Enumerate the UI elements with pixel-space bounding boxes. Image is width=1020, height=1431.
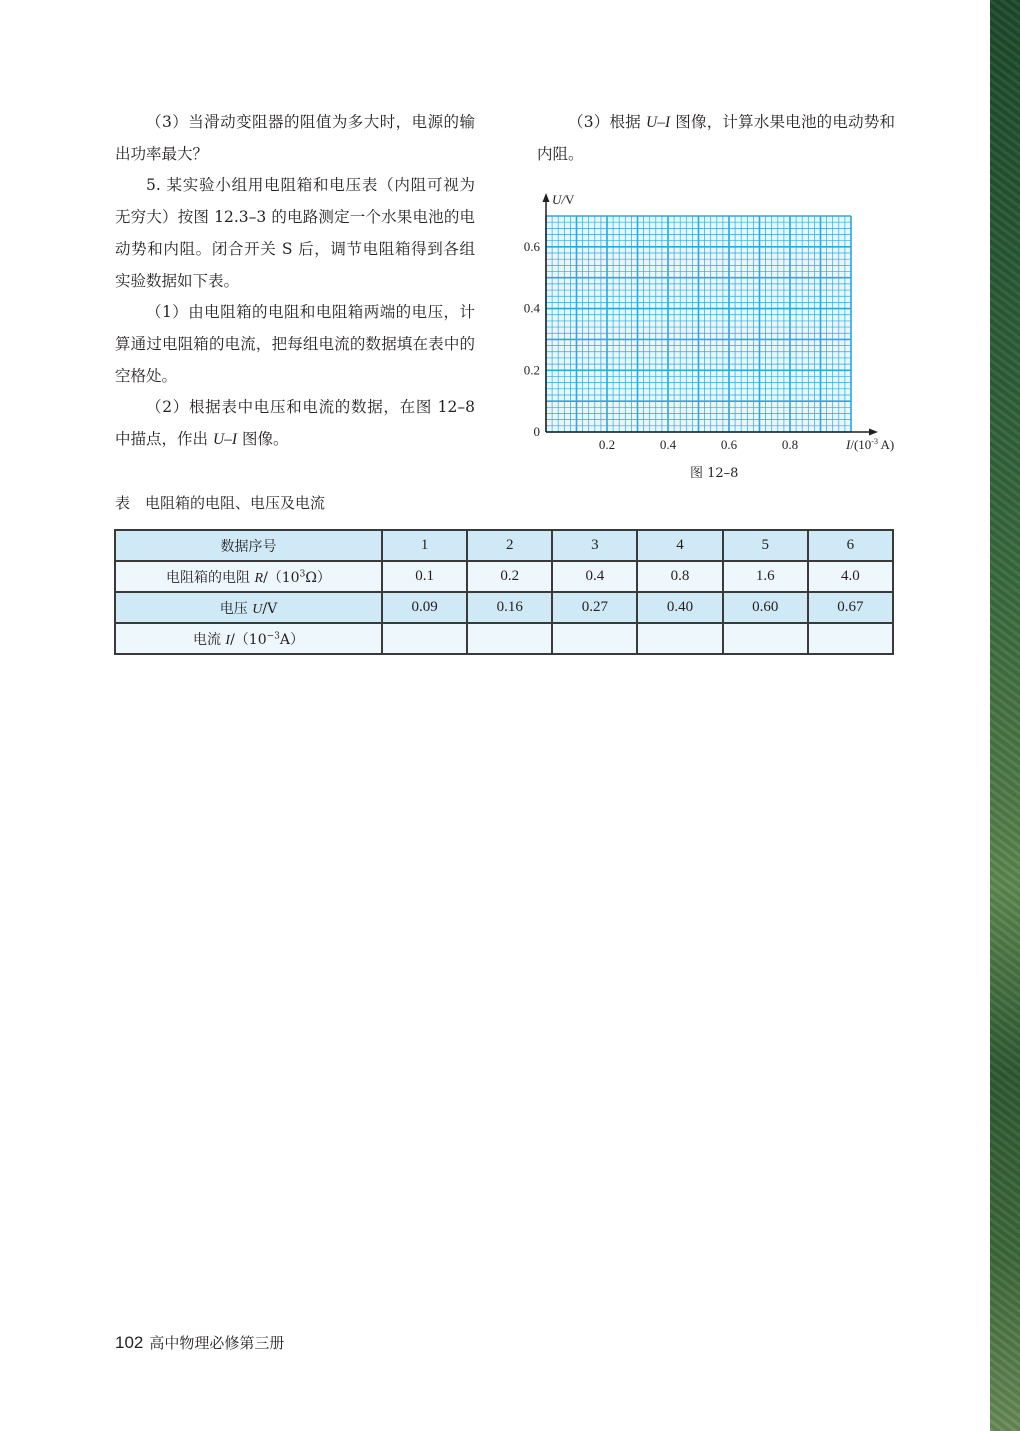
question-5-1-text: （1）由电阻箱的电阻和电阻箱两端的电压，计算通过电阻箱的电流，把每组电流的数据填在表中的空格处。 (115, 303, 475, 385)
question-5-text: 5. 某实验小组用电阻箱和电压表（内阻可视为无穷大）按图 12.3–3 的电路测定一个水果电池的电动势和内阻。闭合开关 S 后，调节电阻箱得到各组实验数据如下表。 (115, 176, 475, 290)
question-3-text: （3）当滑动变阻器的阻值为多大时，电源的输出功率最大？ (115, 113, 475, 163)
row-label: 电流 $I/(10^{-3}A)$ (115, 623, 382, 654)
table-cell: 0.09 (382, 592, 467, 623)
table-cell: 4.0 (808, 561, 893, 592)
y-tick-label: 0 (533, 424, 540, 439)
page-number: 102 (115, 1333, 144, 1352)
table-cell-empty (808, 623, 893, 654)
row-label: 电压 U/V (115, 592, 382, 623)
table-cell: 0.40 (637, 592, 722, 623)
y-axis-arrow-icon (543, 193, 550, 202)
table-cell: 0.60 (723, 592, 808, 623)
table-cell-empty (552, 623, 637, 654)
table-cell: 0.16 (467, 592, 552, 623)
table-cell: 0.8 (637, 561, 722, 592)
table-cell: 0.67 (808, 592, 893, 623)
ui-graph-paper (500, 185, 920, 485)
table-cell: 0.1 (382, 561, 467, 592)
table-cell-empty (723, 623, 808, 654)
x-tick-label: 0.4 (659, 437, 677, 452)
table-row-voltage (115, 592, 893, 623)
y-tick-label: 0.2 (523, 362, 540, 378)
cover-photo-edge (990, 0, 1020, 1431)
table-cell: 3 (552, 530, 637, 561)
x-tick-label: 0.2 (598, 437, 616, 452)
table-cell: 5 (723, 530, 808, 561)
page-footer (115, 1332, 284, 1353)
table-cell-empty (382, 623, 467, 654)
table-cell: 0.4 (552, 561, 637, 592)
y-tick-label: 0.4 (523, 300, 540, 316)
data-table (114, 529, 894, 655)
left-column (115, 107, 475, 456)
table-cell: 1 (382, 530, 467, 561)
header-label: 数据序号 (115, 530, 382, 561)
table-row-index (115, 530, 893, 561)
table-cell: 0.2 (467, 561, 552, 592)
question-5-3-text: （3）根据 U–I 图像，计算水果电池的电动势和内阻。 (537, 113, 895, 163)
table-cell-empty (467, 623, 552, 654)
table-row-current (115, 623, 893, 654)
table-title: 表 电阻箱的电阻、电压及电流 (115, 494, 326, 512)
table-cell: 1.6 (723, 561, 808, 592)
x-axis-arrow-icon (869, 429, 878, 436)
y-axis-label: U/V (552, 192, 575, 207)
book-title: 高中物理必修第三册 (149, 1334, 285, 1352)
table-cell: 0.27 (552, 592, 637, 623)
table-row-resistance (115, 561, 893, 592)
table-cell: 6 (808, 530, 893, 561)
table-cell-empty (637, 623, 722, 654)
x-tick-label: 0.8 (781, 437, 799, 452)
table-cell: 2 (467, 530, 552, 561)
y-tick-label: 0.6 (523, 238, 540, 254)
x-tick-label: 0.6 (720, 437, 738, 452)
figure-caption: 图 12–8 (690, 466, 739, 481)
question-5-2-text: （2）根据表中电压和电流的数据，在图 12–8 中描点，作出 U–I 图像。 (115, 398, 475, 449)
right-column (537, 107, 895, 170)
table-cell: 4 (637, 530, 722, 561)
x-axis-label: $I/(10^{-3}$ A) (846, 437, 895, 452)
row-label: 电阻箱的电阻 $R/(10^3\Omega)$ (115, 561, 382, 592)
